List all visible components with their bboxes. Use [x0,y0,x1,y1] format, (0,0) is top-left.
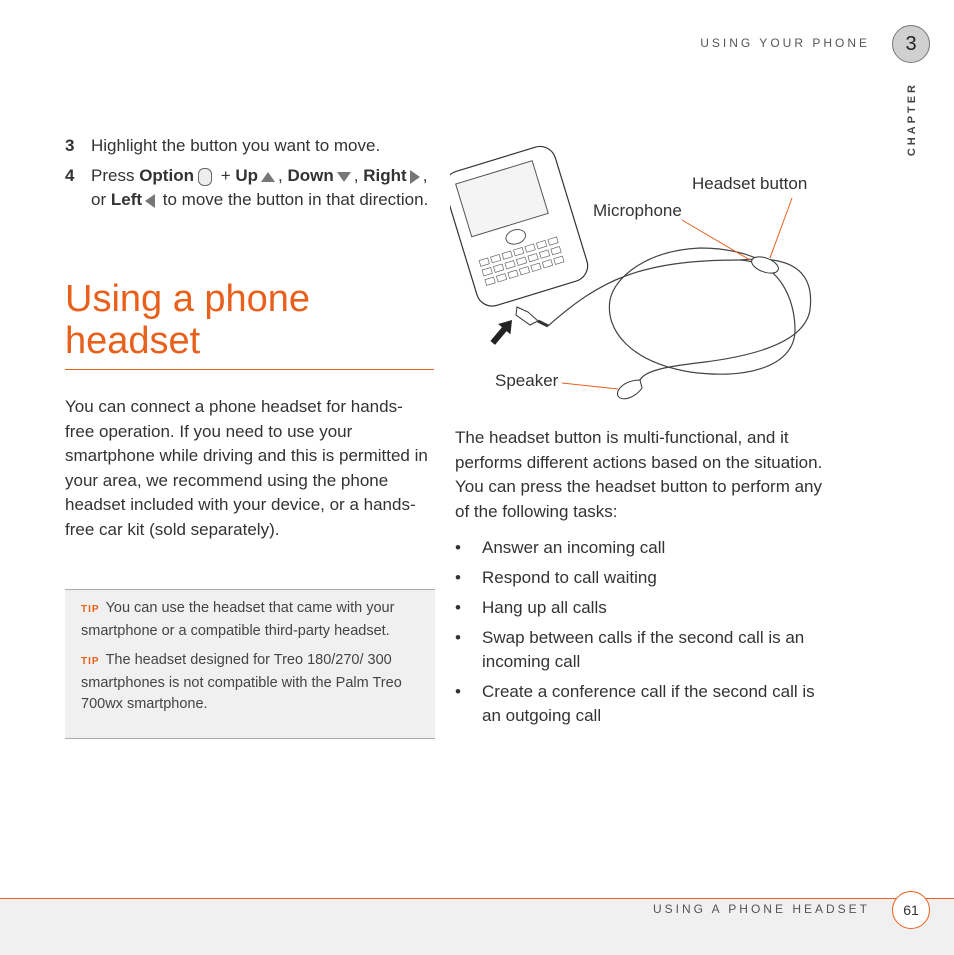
step-number: 4 [65,166,75,185]
list-item: • Hang up all calls [455,596,825,620]
right-arrow-icon [410,170,420,184]
tip-label: TIP [81,604,100,615]
press-text: Press [91,166,135,185]
comma-text: , [353,166,359,185]
section-body: You can connect a phone headset for hands-free operation. If you need to use your smartphone while driving and this is permitted in your area, we recommend using the phone headset included with your device, or a hands-free car kit (sold separately). [65,397,428,539]
headset-diagram [450,140,840,410]
headset-button-intro: The headset button is multi-functional, and it performs different actions based on the situation. You can press the headset button to perform any of the following tasks: [455,428,823,521]
tip-text: You can use the headset that came with your smartphone or a compatible third-party headset. [81,600,395,639]
right-key-label: Right [363,166,407,185]
running-footer: USING A PHONE HEADSET [652,902,870,916]
tip-label: TIP [81,656,100,667]
smartphone-illustration [450,143,592,311]
left-key-label: Left [110,190,143,209]
tip-item [81,650,419,716]
running-header: USING YOUR PHONE [700,36,870,50]
microphone-label: Microphone [593,201,682,220]
step-list [65,134,435,218]
up-key-label: Up [235,166,259,185]
list-item: • Swap between calls if the second call is an incoming call [455,626,825,674]
step-3 [65,134,435,158]
or-text: , or [91,166,428,209]
tip-item [81,598,419,642]
step-4 [65,164,435,212]
task-list [455,536,825,734]
headset-button-label: Headset button [692,174,808,193]
step-number: 3 [65,136,75,155]
up-arrow-icon [261,172,275,182]
section-title: Using a phone headset [65,278,311,362]
left-arrow-icon [145,194,155,208]
plus-text: + [220,166,231,185]
step-rest-text: to move the button in that direction. [162,190,429,209]
list-item: • Create a conference call if the second call is an outgoing call [455,680,825,728]
comma-text: , [278,166,283,185]
title-divider [65,369,434,370]
chapter-label: CHAPTER [906,82,918,157]
tip-text: The headset designed for Treo 180/270/ 300 smartphones is not compatible with the Palm Treo 700wx smartphone. [81,652,402,712]
option-key-icon [198,168,212,186]
list-item: • Respond to call waiting [455,566,825,590]
page-number: 61 [892,891,930,929]
step-text: Highlight the button you want to move. [91,136,381,155]
down-key-label: Down [287,166,334,185]
chapter-number-badge: 3 [892,25,930,63]
speaker-label: Speaker [495,371,559,390]
list-item: • Answer an incoming call [455,536,825,560]
option-key-label: Option [139,166,194,185]
tip-box [65,589,435,739]
down-arrow-icon [337,172,351,182]
